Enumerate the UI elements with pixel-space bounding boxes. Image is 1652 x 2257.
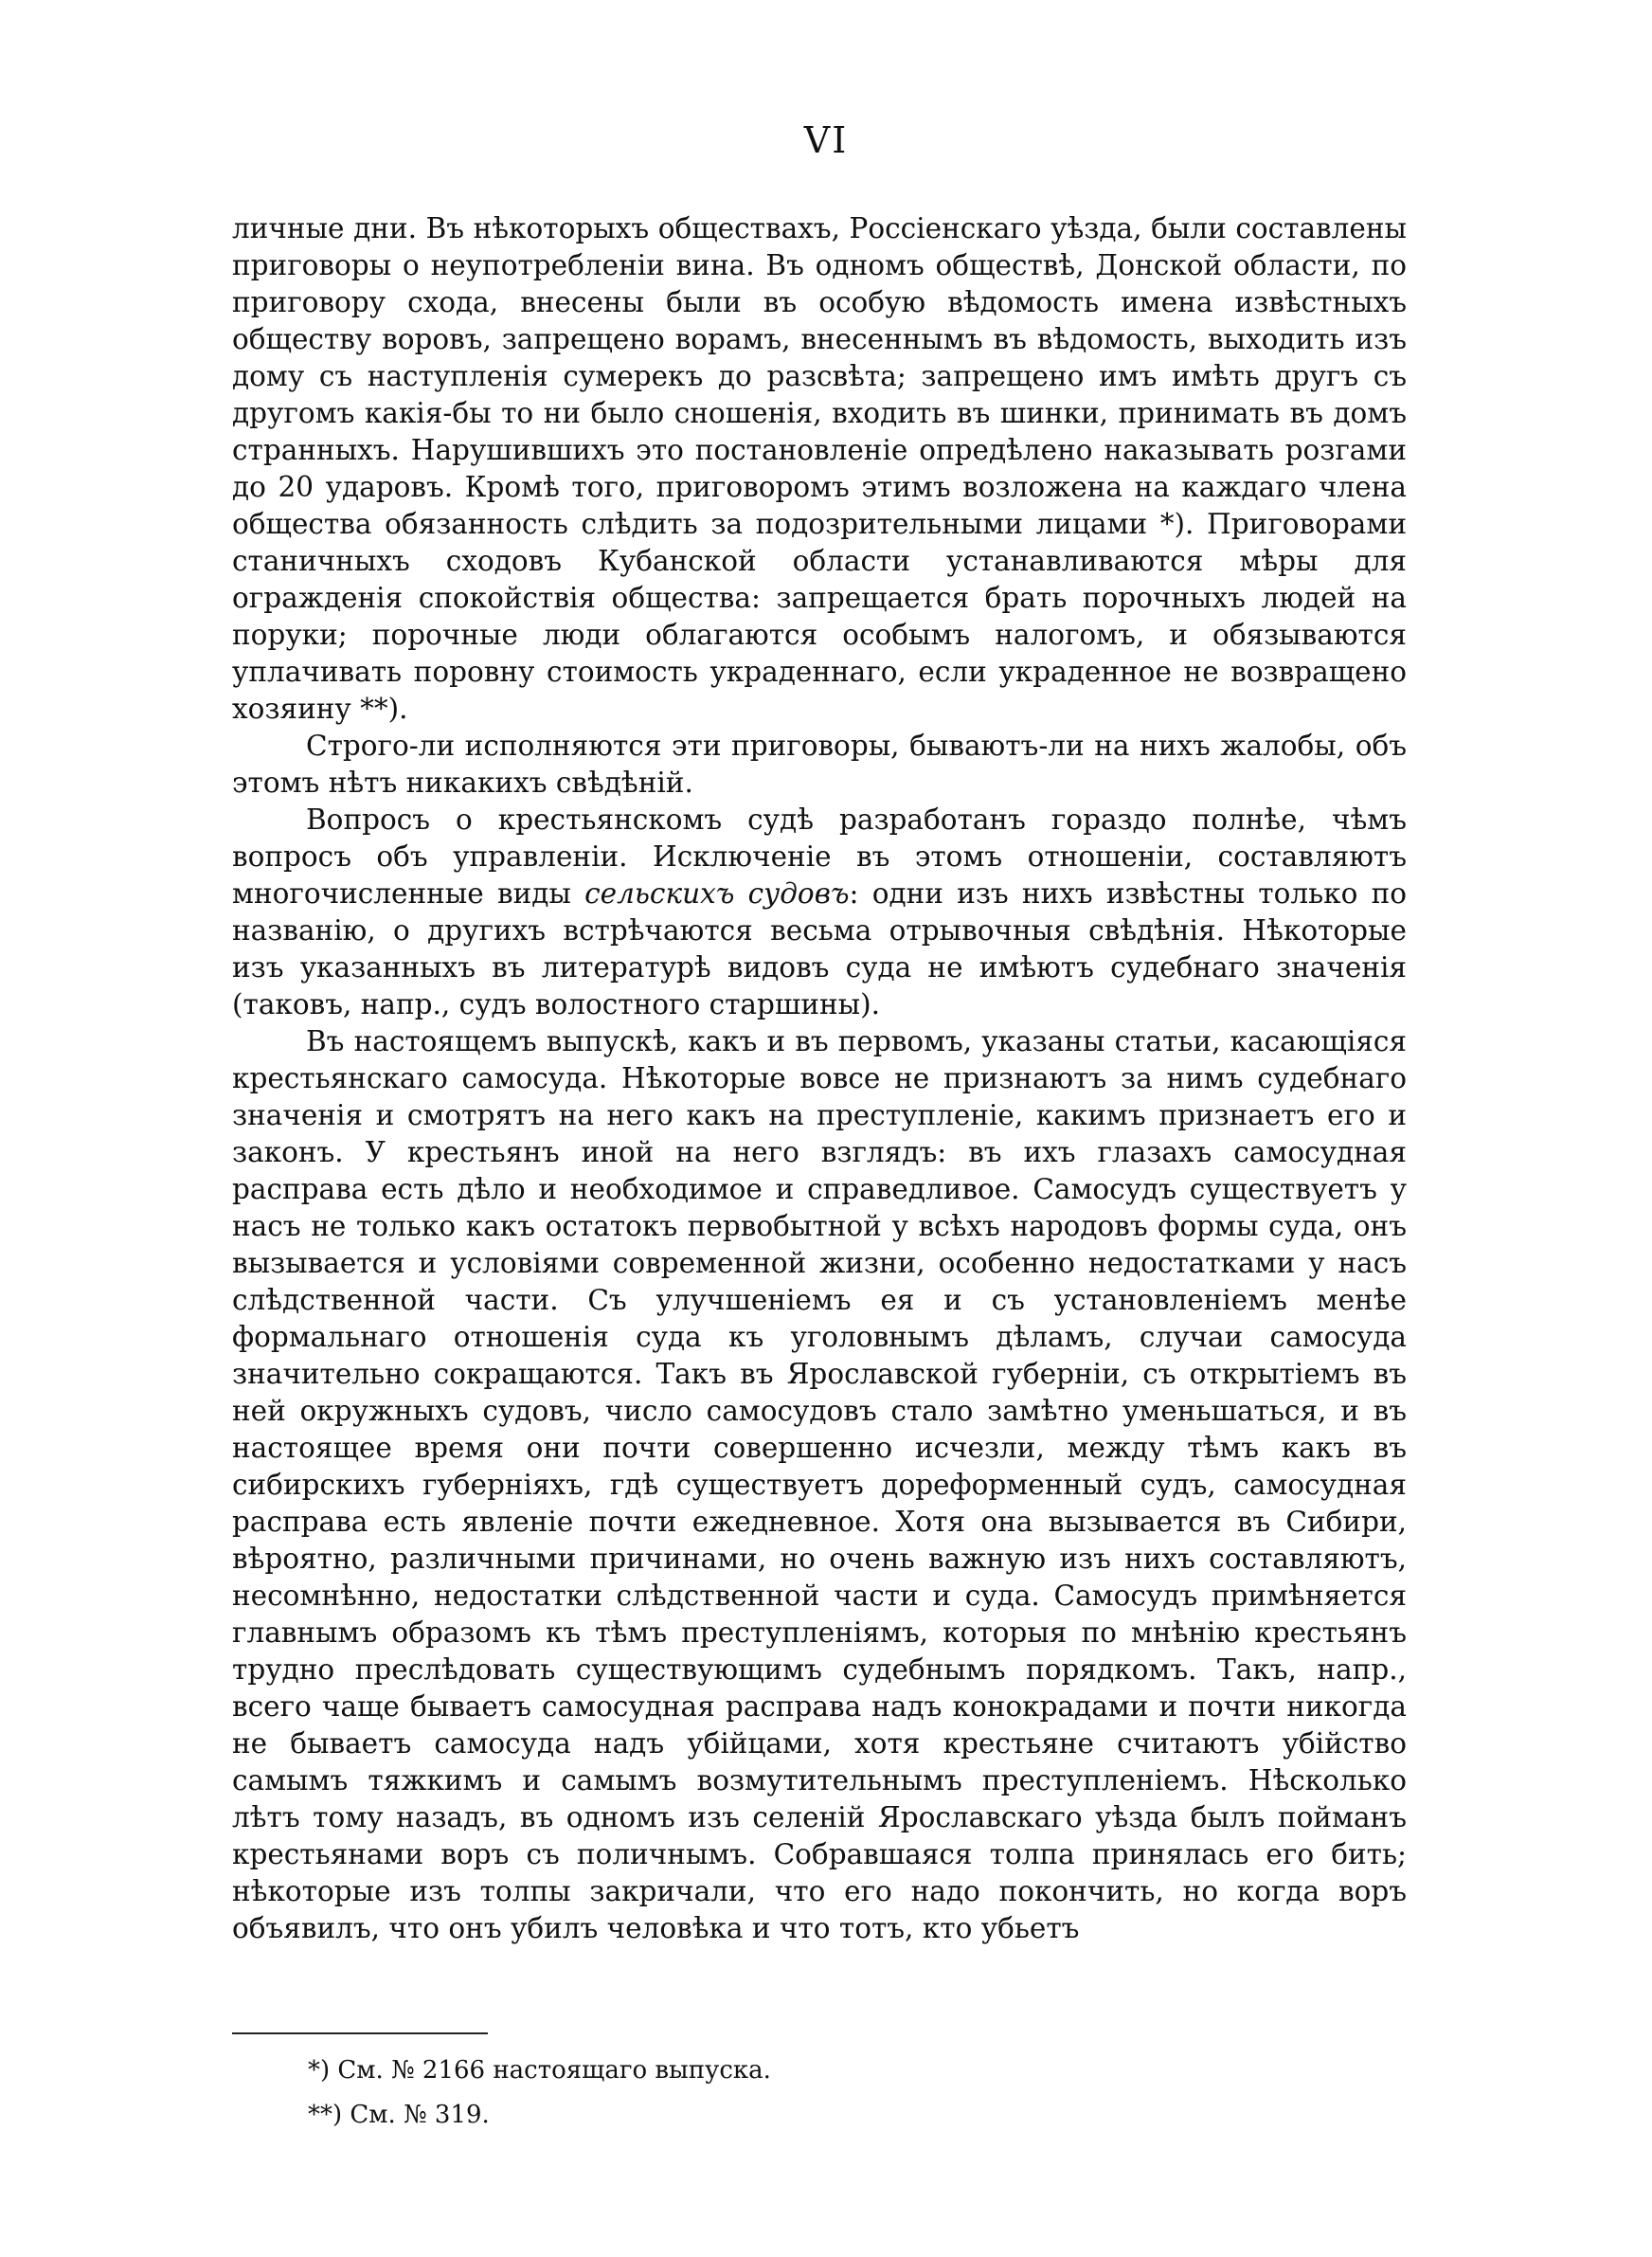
page-number: VI — [803, 119, 849, 161]
body-text — [232, 210, 1407, 1947]
footnote-1: *) См. № 2166 настоящаго выпуска. — [308, 2056, 771, 2085]
italic-phrase: сельскихъ судовъ — [584, 877, 850, 910]
paragraph-3-tail: : одни изъ нихъ извѣстны только по названію, о другихъ встрѣчаются весьма отрывочныя свѣдѣнія. Нѣкоторые изъ указанныхъ въ литературѣ видовъ суда не имѣютъ судебнаго значенія (таковъ, напр., судъ волостного старшины). — [232, 877, 1407, 1020]
paragraph-2: Строго-ли исполняются эти приговоры, бываютъ-ли на нихъ жалобы, объ этомъ нѣтъ никакихъ свѣдѣній. — [232, 730, 1407, 799]
footnote-divider — [232, 2032, 488, 2034]
paragraph-3-lead: Вопросъ о крестьянскомъ судѣ разработанъ гораздо полнѣе, чѣмъ вопросъ объ управленіи. Исключеніе въ этомъ отношеніи, составляютъ многочисленные виды — [232, 803, 1407, 910]
paragraph-3 — [232, 802, 1407, 1023]
paragraph-1: личные дни. Въ нѣкоторыхъ обществахъ, Россіенскаго уѣзда, были составлены приговоры о неупотребленіи вина. Въ одномъ обществѣ, Донской области, по приговору схода, внесены были въ особую вѣдомость имена извѣстныхъ обществу воровъ, запрещено ворамъ, внесеннымъ въ вѣдомость, выходить изъ дому съ наступленія сумерекъ до разсвѣта; запрещено имъ имѣть другъ съ другомъ какія-бы то ни было сношенія, входить въ шинки, принимать въ домъ странныхъ. Нарушившихъ это постановленіе опредѣлено наказывать розгами до 20 ударовъ. Кромѣ того, приговоромъ этимъ возложена на каждаго члена общества обязанность слѣдить за подозрительными лицами *). Приговорами станичныхъ сходовъ Кубанской области устанавливаются мѣры для огражденія спокойствія общества: запрещается брать порочныхъ людей на поруки; порочные люди облагаются особымъ налогомъ, и обязываются уплачивать поровну стоимость украденнаго, если украденное не возвращено хозяину **). — [232, 212, 1407, 725]
paragraph-4: Въ настоящемъ выпускѣ, какъ и въ первомъ, указаны статьи, касающіяся крестьянскаго самосуда. Нѣкоторые вовсе не признаютъ за нимъ судебнаго значенія и смотрятъ на него какъ на преступленіе, какимъ признаетъ его и законъ. У крестьянъ иной на него взглядъ: въ ихъ глазахъ самосудная расправа есть дѣло и необходимое и справедливое. Самосудъ существуетъ у насъ не только какъ остатокъ первобытной у всѣхъ народовъ формы суда, онъ вызывается и условіями современной жизни, особенно недостатками у насъ слѣдственной части. Съ улучшеніемъ ея и съ установленіемъ менѣе формальнаго отношенія суда къ уголовнымъ дѣламъ, случаи самосуда значительно сокращаются. Такъ въ Ярославской губерніи, съ открытіемъ въ ней окружныхъ судовъ, число самосудовъ стало замѣтно уменьшаться, и въ настоящее время они почти совершенно исчезли, между тѣмъ какъ въ сибирскихъ губерніяхъ, гдѣ существуетъ дореформенный судъ, самосудная расправа есть явленіе почти ежедневное. Хотя она вызывается въ Сибири, вѣроятно, различными причинами, но очень важную изъ нихъ составляютъ, несомнѣнно, недостатки слѣдственной части и суда. Самосудъ примѣняется главнымъ образомъ къ тѣмъ преступленіямъ, которыя по мнѣнію крестьянъ трудно преслѣдовать существующимъ судебнымъ порядкомъ. Такъ, напр., всего чаще бываетъ самосудная расправа надъ конокрадами и почти никогда не бываетъ самосуда надъ убійцами, хотя крестьяне считаютъ убійство самымъ тяжкимъ и самымъ возмутительнымъ преступленіемъ. Нѣсколько лѣтъ тому назадъ, въ одномъ изъ селеній Ярославскаго уѣзда былъ пойманъ крестьянами воръ съ поличнымъ. Собравшаяся толпа принялась его бить; нѣкоторые изъ толпы закричали, что его надо покончить, но когда воръ объявилъ, что онъ убилъ человѣка и что тотъ, кто убьетъ — [232, 1025, 1407, 1944]
footnote-2: **) См. № 319. — [308, 2101, 490, 2129]
